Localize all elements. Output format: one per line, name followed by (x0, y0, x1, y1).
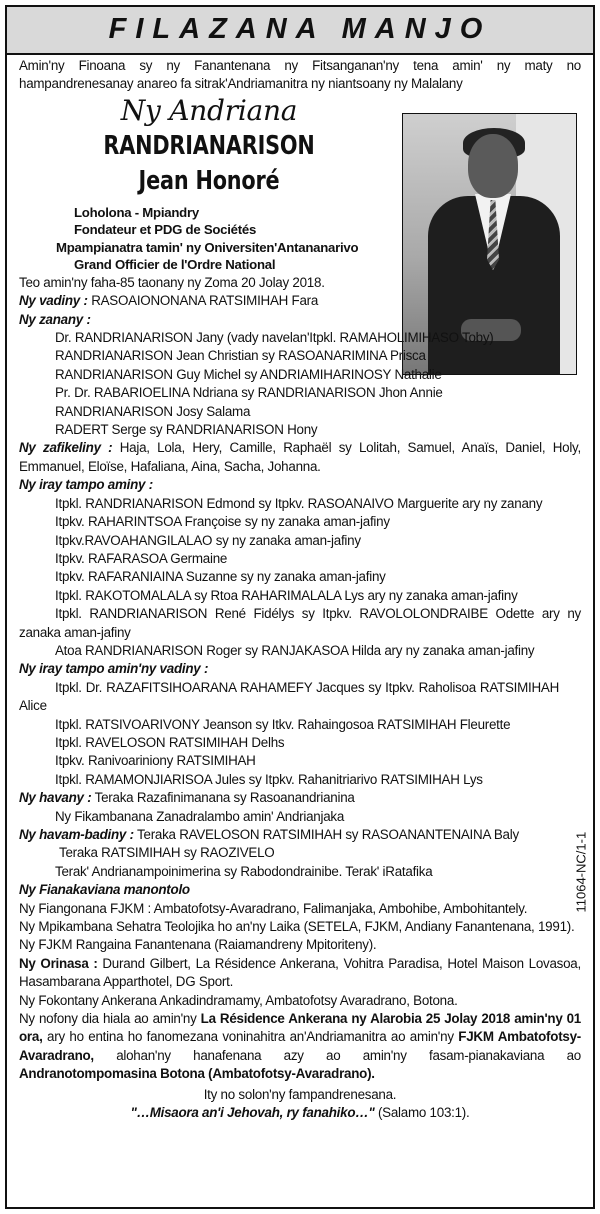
fokontany-line: Ny Fokontany Ankerana Ankadindramamy, Ambatofotsy Avaradrano, Botona. (19, 992, 458, 1008)
list-item: Itpkl. Dr. RAZAFITSIHOARANA RAHAMEFY Jacques sy Itpkv. Raholisoa RATSIMIHAH Alice (19, 679, 559, 714)
list-item: Itpkv. Ranivoariniony RATSIMIHAH (55, 753, 256, 769)
zafikeliny-line: Ny zafikeliny : Haja, Lola, Hery, Camille, Raphaël sy Lolitah, Samuel, Anaïs, Daniel, Holy, Emmanuel, Eloïse, Hafaliana, Aina, Sacha, Johanna. (19, 440, 581, 474)
fianakaviana-label: Ny Fianakaviana manontolo (19, 882, 190, 898)
intro-text: Amin'ny Finoana sy ny Fanantenana ny Fitsanganan'ny tena amin' ny maty no hampandrenesanay anareo fa sitrak'Andriamanitra ny niantsoany ny Malalany (19, 58, 581, 92)
role-item: Fondateur et PDG de Sociétés (74, 222, 257, 238)
role-item: Loholona - Mpiandry (74, 204, 199, 220)
role-item: Grand Officier de l'Ordre National (74, 257, 276, 273)
notice-frame (5, 5, 595, 1209)
closing-line: Ity no solon'ny fampandrenesana. (203, 1086, 397, 1102)
list-item: Pr. Dr. RABARIOELINA Ndriana sy RANDRIANARISON Jhon Annie (55, 385, 443, 401)
notice-title: FILAZANA MANJO (108, 13, 492, 45)
havam-badiny-line: Ny havam-badiny : Teraka RAVELOSON RATSIMIHAH sy RASOANANTENAINA Baly (19, 827, 519, 842)
roles-list (19, 204, 581, 274)
list-item: RADERT Serge sy RANDRIANARISON Hony (55, 422, 318, 438)
havany-extra: Ny Fikambanana Zanadralambo amin' Andrianjaka (55, 808, 345, 824)
ad-code: 11064-NC/1-1 (573, 831, 589, 913)
funeral-details: Ny nofony dia hiala ao amin'ny La Résidence Ankerana ny Alarobia 25 Jolay 2018 amin'ny 01 ora, ary ho entina ho fanomezana voninahitra an'Andriamanitra ao amin'ny FJKM Ambatofotsy-Avaradrano, alohan'ny hanafenana azy ao amin'ny fasam-pianakaviana ao Andranotompomasina Botona (Ambatofotsy-Avaradrano). (19, 1011, 582, 1082)
zanany-label: Ny zanany : (19, 311, 91, 327)
vadiny-line: Ny vadiny : RASOAIONONANA RATSIMIHAH Fara (19, 293, 319, 309)
zanany-list (19, 329, 581, 439)
list-item: Ny Fiangonana FJKM : Ambatofotsy-Avaradrano, Falimanjaka, Ambohibe, Ambohitantely. (19, 900, 528, 916)
list-item: Itpkv. RAFARANIAINA Suzanne sy ny zanaka aman-jafiny (55, 569, 386, 585)
list-item: Itpkv. RAHARINTSOA Françoise sy ny zanaka aman-jafiny (55, 514, 390, 530)
list-item: Ny Mpikambana Sehatra Teolojika ho an'ny Laika (SETELA, FJKM, Andiany Fanantenana, 1991). (19, 919, 575, 935)
iray-tampo-vadiny-label: Ny iray tampo amin'ny vadiny : (19, 661, 209, 677)
list-item: Itpkl. RATSIVOARIVONY Jeanson sy Itkv. Rahaingosoa RATSIMIHAH Fleurette (55, 716, 511, 732)
deceased-title (19, 94, 399, 198)
fianakaviana-list (19, 900, 581, 955)
list-item: Itpkv. RAFARASOA Germaine (55, 550, 228, 566)
death-date: Teo amin'ny faha-85 taonany ny Zoma 20 Jolay 2018. (19, 274, 325, 290)
list-item: Itpkl. RAKOTOMALALA sy Rtoa RAHARIMALALA Lys ary ny zanaka aman-jafiny (55, 587, 518, 603)
given-names: Jean Honoré (138, 165, 280, 196)
iray-tampo-label: Ny iray tampo aminy : (19, 477, 153, 493)
orinasa-line: Ny Orinasa : Durand Gilbert, La Résidence Ankerana, Vohitra Paradisa, Hotel Maison Lovasoa, Hasambarana Apparthotel, DG Sport. (19, 955, 581, 990)
list-item: Terak' Andrianampoinimerina sy Rabodondrainibe. Terak' iRatafika (55, 863, 433, 879)
list-item: Itpkl. RAMAMONJIARISOA Jules sy Itpkv. Rahanitriarivo RATSIMIHAH Lys (55, 771, 483, 787)
list-item: RANDRIANARISON Josy Salama (55, 403, 251, 419)
verse-line: "…Misaora an'i Jehovah, ry fanahiko…" (Salamo 103:1). (130, 1105, 470, 1121)
notice-header (7, 7, 593, 55)
iray-tampo-vadiny-list (19, 679, 581, 789)
role-item: Mpampianatra tamin' ny Oniversiten'Antananarivo (56, 239, 359, 255)
havany-line: Ny havany : Teraka Razafinimanana sy Rasoanandrianina (19, 790, 355, 806)
list-item: RANDRIANARISON Guy Michel sy ANDRIAMIHARINOSY Nathalie (55, 366, 442, 382)
havam-badiny-extra (19, 844, 581, 881)
list-item: Atoa RANDRIANARISON Roger sy RANJAKASOA Hilda ary ny zanaka aman-jafiny (55, 642, 535, 658)
list-item: Itpkv.RAVOAHANGILALAO sy ny zanaka aman-jafiny (55, 532, 361, 548)
list-item: Itpkl. RAVELOSON RATSIMIHAH Delhs (55, 734, 285, 750)
list-item: Itpkl. RANDRIANARISON René Fidélys sy Itpkv. RAVOLOLONDRAIBE Odette ary ny zanaka aman-jafiny (19, 606, 581, 640)
notice-body (19, 57, 581, 1123)
list-item: Dr. RANDRIANARISON Jany (vady navelan'Itpkl. RAMAHOLIMIHASO Toby) (55, 330, 494, 346)
list-item: RANDRIANARISON Jean Christian sy RASOANARIMINA Prisca (55, 348, 426, 364)
list-item: Itpkl. RANDRIANARISON Edmond sy Itpkv. RASOANAIVO Marguerite ary ny zanany (55, 495, 543, 511)
list-item: Ny FJKM Rangaina Fanantenana (Raiamandreny Mpitoriteny). (19, 937, 377, 953)
honorific: Ny Andriana (120, 93, 298, 127)
iray-tampo-list (19, 495, 581, 661)
list-item: Teraka RATSIMIHAH sy RAOZIVELO (59, 845, 275, 861)
surname: RANDRIANARISON (103, 130, 315, 161)
